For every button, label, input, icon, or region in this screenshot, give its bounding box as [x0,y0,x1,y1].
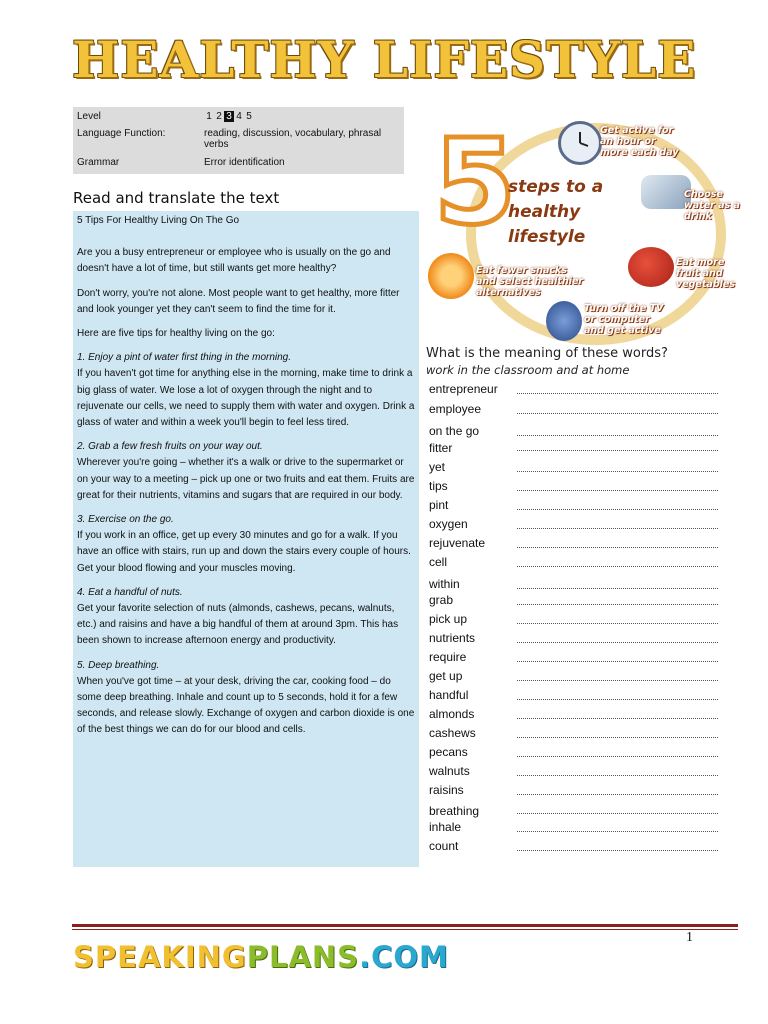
vocabulary-row [429,612,729,631]
vocabulary-word: on the go [429,424,480,438]
steps-headline: steps to a healthy lifestyle [508,177,604,247]
answer-line [517,509,718,510]
article-title: 5 Tips For Healthy Living On The Go [77,215,240,226]
tip-4-body: Get your favorite selection of nuts (almonds, cashews, pecans, walnuts, etc.) and raisins and have a big handful of them at around 3pm. This has been shown to increase afternoon energy and productivity. [77,603,399,647]
big-number-five: 5 [434,113,517,251]
vocabulary-word: require [429,650,467,664]
fruit-vegetables-icon [628,247,674,287]
vocabulary-word: within [429,577,460,591]
answer-line [517,756,718,757]
five-steps-graphic [428,113,748,345]
answer-line [517,718,718,719]
level-option: 1 [206,111,212,122]
tip-1-title: 1. Enjoy a pint of water first thing in the morning. [77,352,292,364]
vocabulary-row [429,726,729,745]
answer-line [517,604,718,605]
level-option: 4 [236,111,242,122]
answer-line [517,471,718,472]
vocabulary-word: raisins [429,783,464,797]
vocabulary-row [429,402,729,421]
vocabulary-word: breathing [429,804,480,818]
vocabulary-word: nutrients [429,631,476,645]
step-snacks-caption: Eat fewer snacks and select healthier alternatives [476,265,584,298]
vocabulary-word: cashews [429,726,476,740]
vocabulary-word: rejuvenate [429,536,486,550]
page-number: 1 [686,930,693,945]
vocabulary-list [429,382,729,860]
vocabulary-word: pint [429,498,449,512]
vocabulary-row [429,441,729,460]
vocabulary-row [429,707,729,726]
brand-part-2: PLANS [246,940,360,974]
answer-line [517,435,718,436]
intro-paragraph-2: Don't worry, you're not alone. Most people want to get healthy, more fitter and look younger yet they can't seem to find the time for it. [77,287,400,315]
answer-line [517,588,718,589]
answer-line [517,413,718,414]
reading-heading: Read and translate the text [73,189,280,207]
footer-rule-thin [72,929,738,930]
vocabulary-word: pick up [429,612,468,626]
vocabulary-row [429,650,729,669]
brand-logo [73,940,449,974]
level-label: Level [77,111,101,122]
vocabulary-row [429,745,729,764]
vocabulary-row [429,555,729,574]
answer-line [517,623,718,624]
answer-line [517,661,718,662]
answer-line [517,566,718,567]
level-values [204,111,404,122]
tip-2-body: Wherever you're going – whether it's a walk or drive to the supermarket or on your way to a meeting – pick up one or two fruits and eat them. Fruits are great for their nutrients, vitamins and sugars that are required in our body. [77,457,415,501]
level-option: 5 [246,111,252,122]
vocabulary-row [429,498,729,517]
answer-line [517,393,718,394]
vocabulary-row [429,479,729,498]
vocabulary-row [429,669,729,688]
brand-part-3: .COM [359,940,449,974]
language-function-value: reading, discussion, vocabulary, phrasal verbs [204,128,382,150]
tip-2-title: 2. Grab a few fresh fruits on your way out. [77,441,263,453]
level-option-selected: 3 [224,111,234,122]
vocabulary-word: almonds [429,707,475,721]
vocabulary-word: employee [429,402,482,416]
vocabulary-word: yet [429,460,446,474]
answer-line [517,547,718,548]
tip-4-title: 4. Eat a handful of nuts. [77,586,183,598]
vocabulary-word: fitter [429,441,453,455]
intro-paragraph-1: Are you a busy entrepreneur or employee who is usually on the go and doesn't have a lot of time, but still wants get more healthy? [77,247,391,275]
brand-part-1: SPEAKING [73,940,247,974]
tip-5-title: 5. Deep breathing. [77,659,160,671]
answer-line [517,490,718,491]
vocabulary-word: grab [429,593,454,607]
answer-line [517,813,718,814]
footer-rule [72,924,738,927]
vocabulary-row [429,783,729,802]
vocabulary-row [429,631,729,650]
reading-text-panel [73,211,419,867]
vocabulary-row [429,536,729,555]
level-option: 2 [216,111,222,122]
answer-line [517,528,718,529]
vocabulary-word: count [429,839,459,853]
lesson-info-table [73,107,404,174]
tip-3-body: If you work in an office, get up every 30 minutes and go for a walk. If you have an office with stairs, run up and down the stairs every couple of hours. Get your blood flowing and your muscles moving. [77,530,411,574]
clock-icon [558,121,602,165]
answer-line [517,850,718,851]
tip-5-body: When you've got time – at your desk, driving the car, cooking food – do some deep breathing. Inhale and count up to 5 seconds, hold it for a few seconds, and release slowly. Exchange of oxygen and carbon dioxide is one of the best things we can do for our blood and cells. [77,675,415,736]
vocabulary-row [429,839,729,858]
intro-paragraph-3: Here are five tips for healthy living on the go: [77,328,275,340]
step-fruit-caption: Eat more fruit and vegetables [676,257,735,290]
vocabulary-word: pecans [429,745,468,759]
step-active-caption: Get active for an hour or more each day [600,125,679,158]
answer-line [517,794,718,795]
vocabulary-subheading: work in the classroom and at home [426,363,630,377]
tip-1-body: If you haven't got time for anything else in the morning, make time to drink a big glass of water. We lose a lot of oxygen through the night and to rejuvenate our cells, we need to supply them with water and oxygen. Drink a glass of water and within a week you'll begin to feel less tired. [77,368,415,429]
vocabulary-row [429,593,729,612]
page-title: HEALTHY LIFESTYLE [72,30,697,89]
vocabulary-row [429,517,729,536]
vocabulary-word: inhale [429,820,462,834]
vocabulary-row [429,688,729,707]
vocabulary-word: entrepreneur [429,382,498,396]
vocabulary-row [429,460,729,479]
vocabulary-row [429,764,729,783]
orange-slice-icon [428,253,474,299]
answer-line [517,699,718,700]
answer-line [517,831,718,832]
answer-line [517,450,718,451]
answer-line [517,680,718,681]
vocabulary-word: walnuts [429,764,470,778]
step-water-caption: Choose water as a drink [684,189,740,222]
tip-3-title: 3. Exercise on the go. [77,514,174,526]
answer-line [517,642,718,643]
vocabulary-row [429,382,729,401]
grammar-value: Error identification [204,157,285,168]
answer-line [517,737,718,738]
vocabulary-word: tips [429,479,448,493]
runner-icon [546,301,582,341]
vocabulary-word: cell [429,555,448,569]
vocabulary-word: get up [429,669,463,683]
step-tv-caption: Turn off the TV or computer and get active [584,303,664,336]
vocabulary-heading: What is the meaning of these words? [426,346,668,361]
answer-line [517,775,718,776]
vocabulary-row [429,820,729,839]
language-function-label: Language Function: [77,128,166,139]
vocabulary-word: oxygen [429,517,468,531]
grammar-label: Grammar [77,157,120,168]
vocabulary-word: handful [429,688,469,702]
